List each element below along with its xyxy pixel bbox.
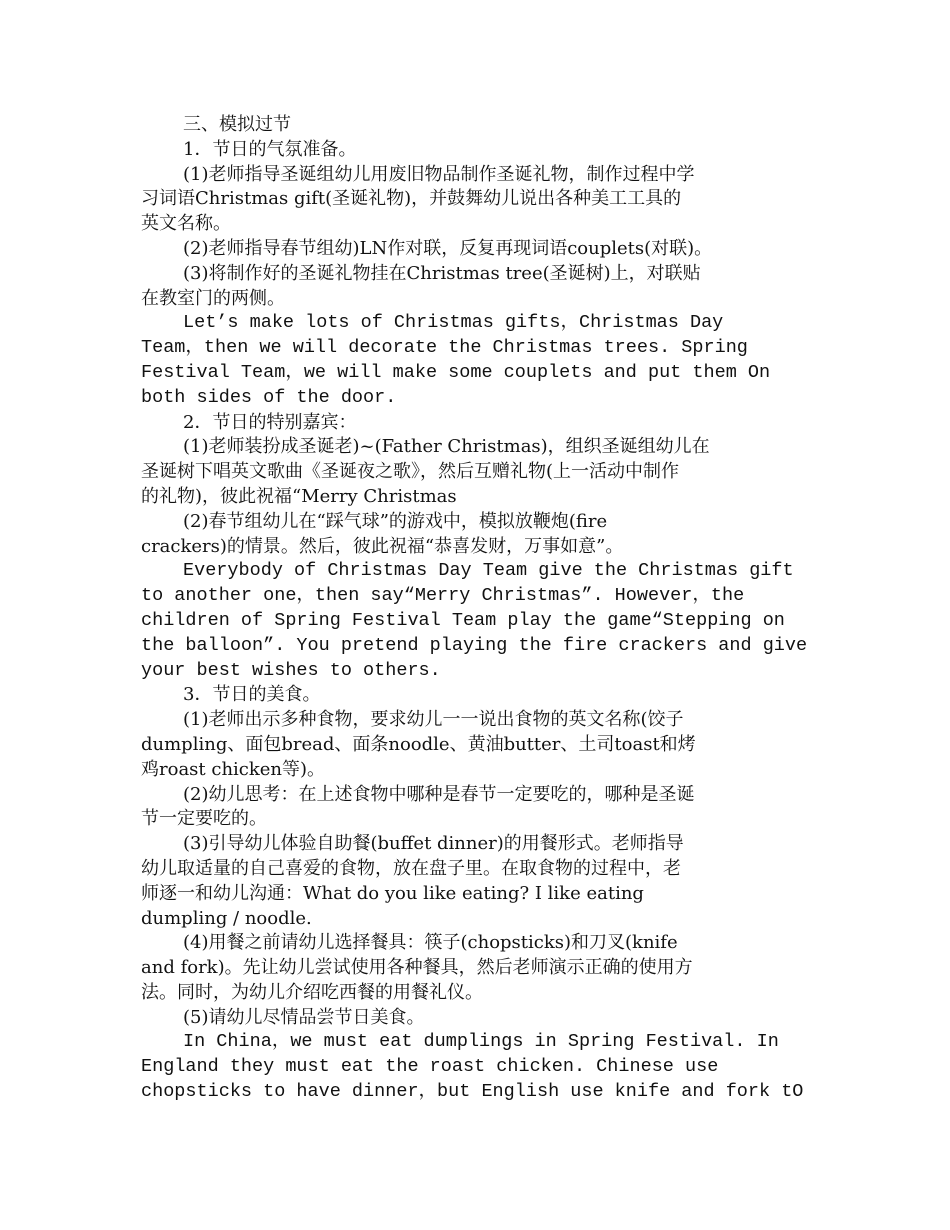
english-paragraph-line: Team，then we will decorate the Christmas trees. Spring <box>141 337 748 359</box>
paragraph-line: 节一定要吃的。 <box>141 808 267 830</box>
english-paragraph-line: Everybody of Christmas Day Team give the Christmas gift <box>183 560 794 582</box>
subsection-heading: 1．节日的气氛准备。 <box>183 138 357 160</box>
paragraph-line: 鸡roast chicken等)。 <box>141 758 326 780</box>
paragraph-line: dumpling、面包bread、面条noodle、黄油butter、土司toast和烤 <box>141 733 696 755</box>
english-paragraph-line: Festival Team，we will make some couplets and put them On <box>141 361 771 383</box>
english-paragraph-line: chopsticks to have dinner，but English use knife and fork tO <box>141 1081 804 1103</box>
paragraph-line: (5)请幼儿尽情品尝节日美食。 <box>183 1006 425 1028</box>
paragraph-line: 幼儿取适量的自己喜爱的食物，放在盘子里。在取食物的过程中，老 <box>141 857 681 879</box>
english-paragraph-line: your best wishes to others. <box>141 659 441 681</box>
english-paragraph-line: children of Spring Festival Team play the game“Stepping on <box>141 609 785 631</box>
paragraph-line: (3)将制作好的圣诞礼物挂在Christmas tree(圣诞树)上，对联贴 <box>183 262 701 284</box>
paragraph-line: (2)幼儿思考：在上述食物中哪种是春节一定要吃的，哪种是圣诞 <box>183 783 695 805</box>
paragraph-line: (2)老师指导春节组幼)LN作对联，反复再现词语couplets(对联)。 <box>183 237 713 259</box>
paragraph-line: (2)春节组幼儿在“踩气球”的游戏中，模拟放鞭炮(fire <box>183 510 608 532</box>
english-paragraph-line: both sides of the door. <box>141 386 397 408</box>
subsection-heading: 2．节日的特别嘉宾： <box>183 411 357 433</box>
paragraph-line: (3)引导幼儿体验自助餐(buffet dinner)的用餐形式。老师指导 <box>183 833 684 855</box>
paragraph-line: 法。同时，为幼儿介绍吃西餐的用餐礼仪。 <box>141 981 483 1003</box>
english-paragraph-line: In China，we must eat dumplings in Spring Festival. In <box>183 1031 779 1053</box>
english-paragraph-line: England they must eat the roast chicken. Chinese use <box>141 1056 719 1078</box>
subsection-heading: 3．节日的美食。 <box>183 684 321 706</box>
paragraph-line: 习词语Christmas gift(圣诞礼物)，并鼓舞幼儿说出各种美工工具的 <box>141 188 682 210</box>
english-paragraph-line: to another one，then say“Merry Christmas”. However，the <box>141 585 745 607</box>
paragraph-line: (1)老师指导圣诞组幼儿用废旧物品制作圣诞礼物，制作过程中学 <box>183 163 695 185</box>
english-paragraph-line: the balloon”. You pretend playing the fire crackers and give <box>141 634 808 656</box>
paragraph-line: (1)老师装扮成圣诞老)~(Father Christmas)，组织圣诞组幼儿在 <box>183 436 710 458</box>
paragraph-line: 的礼物)，彼此祝福“Merry Christmas <box>141 485 457 507</box>
document-page <box>141 113 811 1105</box>
english-paragraph-line: Let’s make lots of Christmas gifts，Christmas Day <box>183 312 724 334</box>
paragraph-line: 英文名称。 <box>141 213 231 235</box>
paragraph-line: 师逐一和幼儿沟通：What do you like eating? I like eating <box>141 882 644 904</box>
section-heading: 三、模拟过节 <box>183 114 291 135</box>
paragraph-line: 在教室门的两侧。 <box>141 287 285 309</box>
paragraph-line: (1)老师出示多种食物，要求幼儿一一说出食物的英文名称(饺子 <box>183 709 684 731</box>
paragraph-line: crackers)的情景。然后，彼此祝福“恭喜发财，万事如意”。 <box>141 535 624 557</box>
paragraph-line: 圣诞树下唱英文歌曲《圣诞夜之歌》，然后互赠礼物(上一活动中制作 <box>141 461 680 483</box>
paragraph-line: (4)用餐之前请幼儿选择餐具：筷子(chopsticks)和刀叉(knife <box>183 932 678 954</box>
paragraph-line: dumpling / noodle. <box>141 907 312 929</box>
paragraph-line: and fork)。先让幼儿尝试使用各种餐具，然后老师演示正确的使用方 <box>141 957 693 979</box>
